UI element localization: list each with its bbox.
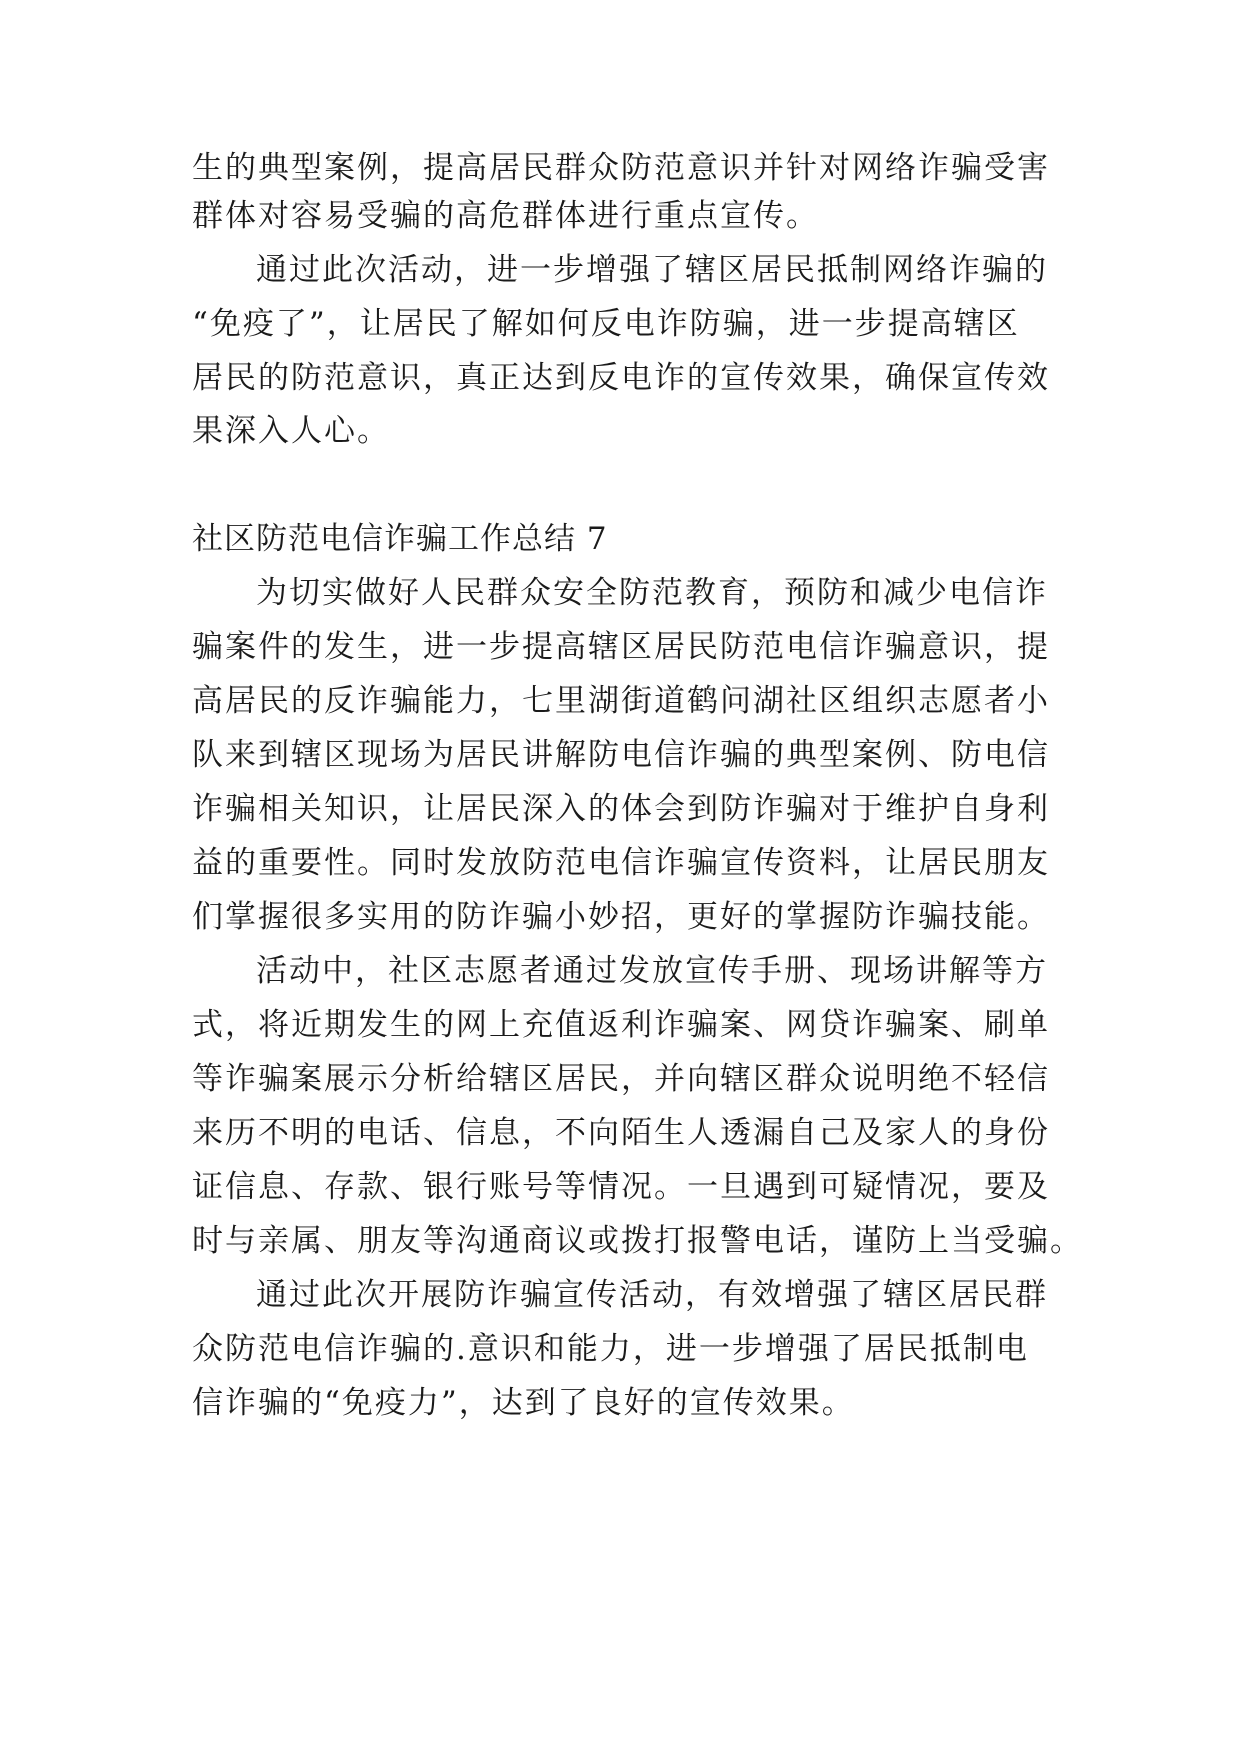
paragraph-line: 式，将近期发生的网上充值返利诈骗案、网贷诈骗案、刷单	[192, 1007, 1050, 1043]
paragraph-line: 居民的防范意识，真正达到反电诈的宣传效果，确保宣传效	[192, 360, 1050, 396]
paragraph-line: 诈骗相关知识，让居民深入的体会到防诈骗对于维护自身利	[192, 791, 1050, 827]
paragraph-line: 群体对容易受骗的高危群体进行重点宣传。	[192, 198, 819, 234]
paragraph-line: 来历不明的电话、信息，不向陌生人透漏自己及家人的身份	[192, 1115, 1050, 1151]
paragraph-line: 时与亲属、朋友等沟通商议或拨打报警电话，谨防上当受骗。	[192, 1223, 1083, 1259]
paragraph-line: 益的重要性。同时发放防范电信诈骗宣传资料，让居民朋友	[192, 845, 1050, 881]
section-title: 社区防范电信诈骗工作总结 7	[192, 521, 608, 557]
paragraph-line: 为切实做好人民群众安全防范教育，预防和减少电信诈	[256, 575, 1048, 611]
paragraph-line: 等诈骗案展示分析给辖区居民，并向辖区群众说明绝不轻信	[192, 1061, 1050, 1097]
paragraph-line: 通过此次开展防诈骗宣传活动，有效增强了辖区居民群	[256, 1277, 1048, 1313]
paragraph-line: 生的典型案例，提高居民群众防范意识并针对网络诈骗受害	[192, 150, 1050, 186]
paragraph-line: 队来到辖区现场为居民讲解防电信诈骗的典型案例、防电信	[192, 737, 1050, 773]
paragraph-line: 通过此次活动，进一步增强了辖区居民抵制网络诈骗的	[256, 252, 1048, 288]
paragraph-line: 骗案件的发生，进一步提高辖区居民防范电信诈骗意识，提	[192, 629, 1050, 665]
paragraph-line: 们掌握很多实用的防诈骗小妙招，更好的掌握防诈骗技能。	[192, 899, 1050, 935]
paragraph-line: 信诈骗的“免疫力”，达到了良好的宣传效果。	[192, 1385, 855, 1421]
paragraph-line: 证信息、存款、银行账号等情况。一旦遇到可疑情况，要及	[192, 1169, 1050, 1205]
paragraph-line: 众防范电信诈骗的.意识和能力，进一步增强了居民抵制电	[192, 1331, 1029, 1367]
paragraph-line: 活动中，社区志愿者通过发放宣传手册、现场讲解等方	[256, 953, 1048, 989]
paragraph-line: 高居民的反诈骗能力，七里湖街道鹤问湖社区组织志愿者小	[192, 683, 1050, 719]
paragraph-line: “免疫了”，让居民了解如何反电诈防骗，进一步提高辖区	[192, 306, 1020, 342]
paragraph-line: 果深入人心。	[192, 413, 390, 449]
